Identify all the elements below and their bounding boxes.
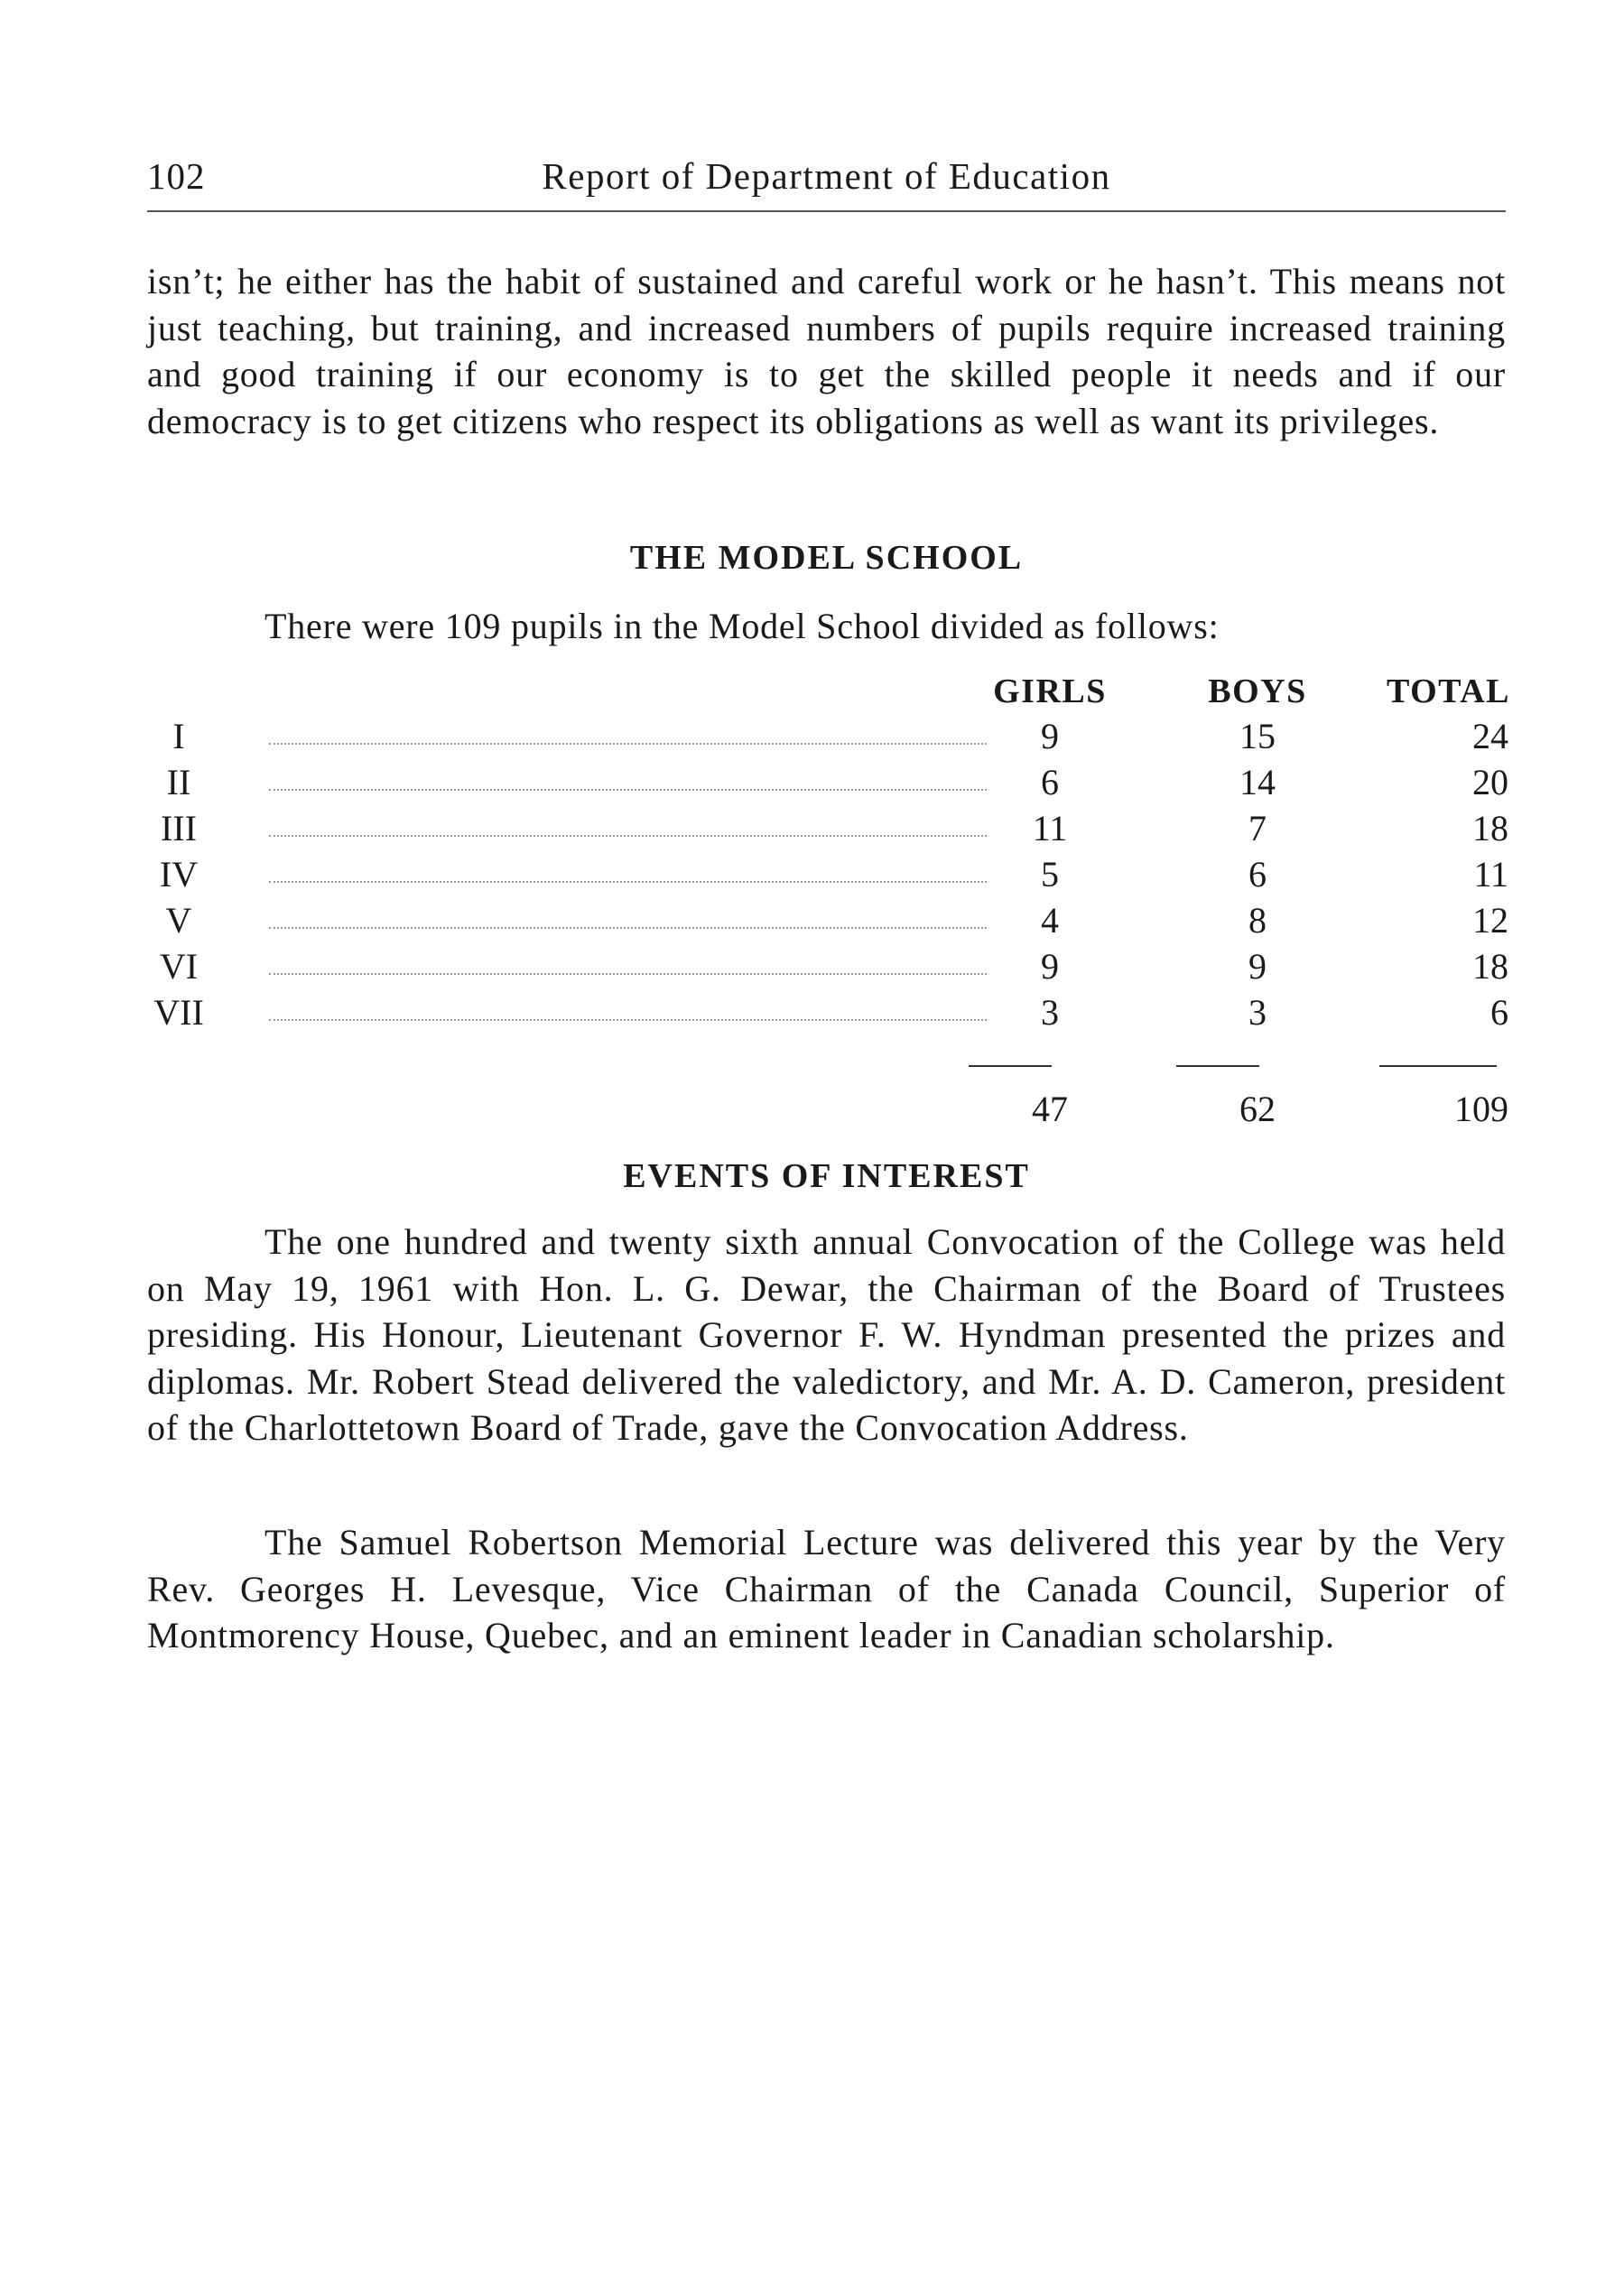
header-rule [147, 210, 1506, 212]
girls-count: 11 [1032, 808, 1068, 848]
totals-row [147, 1086, 1506, 1133]
boys-count: 7 [1248, 808, 1267, 848]
page-number: 102 [147, 155, 206, 197]
table-row [147, 989, 1506, 1035]
running-head [147, 149, 1506, 203]
total-count: 12 [1472, 900, 1508, 941]
girls-count: 4 [1041, 900, 1059, 941]
paragraph-convocation: The one hundred and twenty sixth annual Convocation of the College was held on May 19, 1961 with Hon. L. G. Dewar, the Chairman of the Board of Trustees presiding. His Honour, Lieutenant Governor F. W. Hyndman presented the prizes and diplomas. Mr. Robert Stead delivered the valedictory, and Mr. A. D. Cameron, president of the Charlottetown Board of Trade, gave the Convocation Address. [147, 1221, 1506, 1448]
grade-label: VII [153, 992, 204, 1033]
boys-count: 9 [1248, 946, 1267, 987]
section-heading-events: EVENTS OF INTEREST [623, 1157, 1030, 1195]
girls-count: 9 [1041, 716, 1059, 756]
table-row [147, 851, 1506, 897]
dot-leader [269, 927, 987, 929]
boys-count: 14 [1239, 762, 1276, 802]
table-row [147, 713, 1506, 759]
girls-count: 6 [1041, 762, 1059, 802]
paragraph-memorial-lecture: The Samuel Robertson Memorial Lecture was delivered this year by the Very Rev. Georges H. Levesque, Vice Chairman of the Canada Council, Superior of Montmorency House, Quebec, and an eminent leader in Canadian scholarship. [147, 1522, 1506, 1655]
table-row [147, 897, 1506, 943]
grade-label: III [161, 808, 197, 848]
girls-count: 9 [1041, 946, 1059, 987]
enrollment-table [147, 668, 1510, 1137]
boys-count: 3 [1248, 992, 1267, 1033]
total-count: 11 [1473, 854, 1508, 895]
sum-rule-total [1379, 1065, 1497, 1067]
grade-label: II [166, 762, 191, 802]
total-count: 18 [1472, 946, 1508, 987]
grade-label: V [165, 900, 192, 941]
girls-count: 3 [1041, 992, 1059, 1033]
dot-leader [269, 1019, 987, 1021]
model-school-intro: There were 109 pupils in the Model School divided as follows: [264, 606, 1220, 646]
boys-count: 8 [1248, 900, 1267, 941]
table-row [147, 943, 1506, 989]
column-header-girls: GIRLS [993, 672, 1107, 710]
sum-rule-boys [1176, 1065, 1259, 1067]
boys-total: 62 [1239, 1089, 1276, 1129]
table-row [147, 759, 1506, 805]
dot-leader [269, 743, 987, 745]
grand-total: 109 [1454, 1089, 1508, 1129]
column-header-boys: BOYS [1208, 672, 1307, 710]
boys-count: 6 [1248, 854, 1267, 895]
running-title: Report of Department of Education [542, 155, 1111, 197]
dot-leader [269, 973, 987, 975]
grade-label: IV [159, 854, 199, 895]
total-count: 20 [1472, 762, 1508, 802]
paragraph-continuation: isn’t; he either has the habit of sustained and careful work or he hasn’t. This means not just teaching, but training, and increased numbers of pupils require increased training and good training if our economy is to get the skilled people it needs and if our democracy is to get citizens who respect its obligations as well as want its privileges. [147, 261, 1506, 441]
dot-leader [269, 881, 987, 883]
dot-leader [269, 789, 987, 791]
girls-total: 47 [1032, 1089, 1068, 1129]
dot-leader [269, 835, 987, 837]
section-heading-model-school: THE MODEL SCHOOL [629, 539, 1024, 577]
grade-label: I [172, 716, 185, 756]
boys-count: 15 [1239, 716, 1276, 756]
total-count: 18 [1472, 808, 1508, 848]
grade-label: VI [159, 946, 199, 987]
sum-rule-girls [969, 1065, 1052, 1067]
table-row [147, 805, 1506, 851]
total-count: 6 [1490, 992, 1508, 1033]
column-header-total: TOTAL [1386, 672, 1510, 710]
total-count: 24 [1472, 716, 1508, 756]
girls-count: 5 [1041, 854, 1059, 895]
